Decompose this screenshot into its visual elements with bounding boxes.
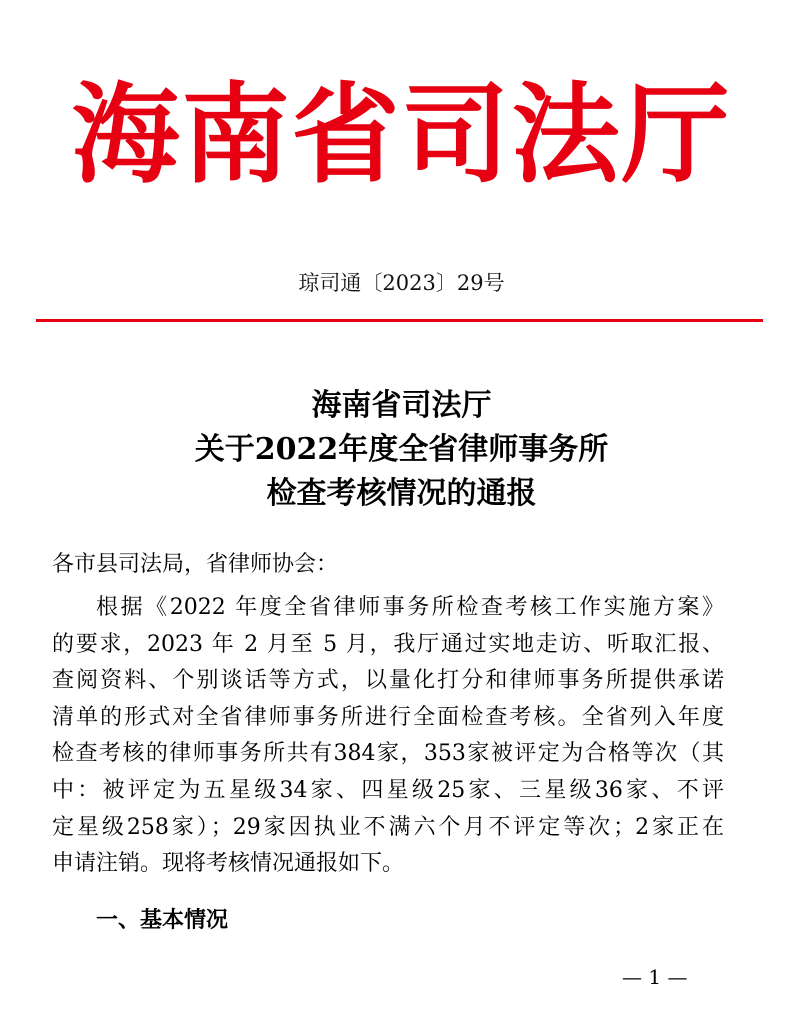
title-line-1: 海南省司法厅: [311, 388, 492, 423]
body-line: 清单的形式对全省律师事务所进行全面检查考核。全省列入年度: [52, 704, 724, 730]
section-heading: 一、基本情况: [96, 908, 229, 933]
salutation: 各市县司法局，省律师协会：: [52, 552, 339, 577]
red-divider: [36, 319, 763, 322]
body-line: 中：被评定为五星级34家、四星级25家、三星级36家、不评: [52, 777, 724, 803]
body-line: 查阅资料、个别谈话等方式，以量化打分和律师事务所提供承诺: [52, 668, 724, 694]
body-line: 定星级258家）；29家因执业不满六个月不评定等次；2家正在: [52, 814, 724, 840]
body-line: 申请注销。现将考核情况通报如下。: [52, 851, 405, 877]
document-title: [0, 384, 803, 516]
title-line-2: 关于2022年度全省律师事务所: [194, 432, 609, 467]
document-number: 琼司通〔2023〕29号: [298, 271, 505, 295]
body-line: 的要求，2023 年 2 月至 5 月，我厅通过实地走访、听取汇报、: [52, 631, 724, 657]
masthead: 海南省司法厅: [71, 72, 732, 198]
body-line: 根据《2022 年度全省律师事务所检查考核工作实施方案》: [96, 595, 724, 620]
title-line-3: 检查考核情况的通报: [266, 476, 537, 511]
body-line: 检查考核的律师事务所共有384家，353家被评定为合格等次（其: [52, 741, 724, 767]
page-number: — 1 —: [622, 965, 688, 989]
body-paragraph: [52, 590, 724, 883]
